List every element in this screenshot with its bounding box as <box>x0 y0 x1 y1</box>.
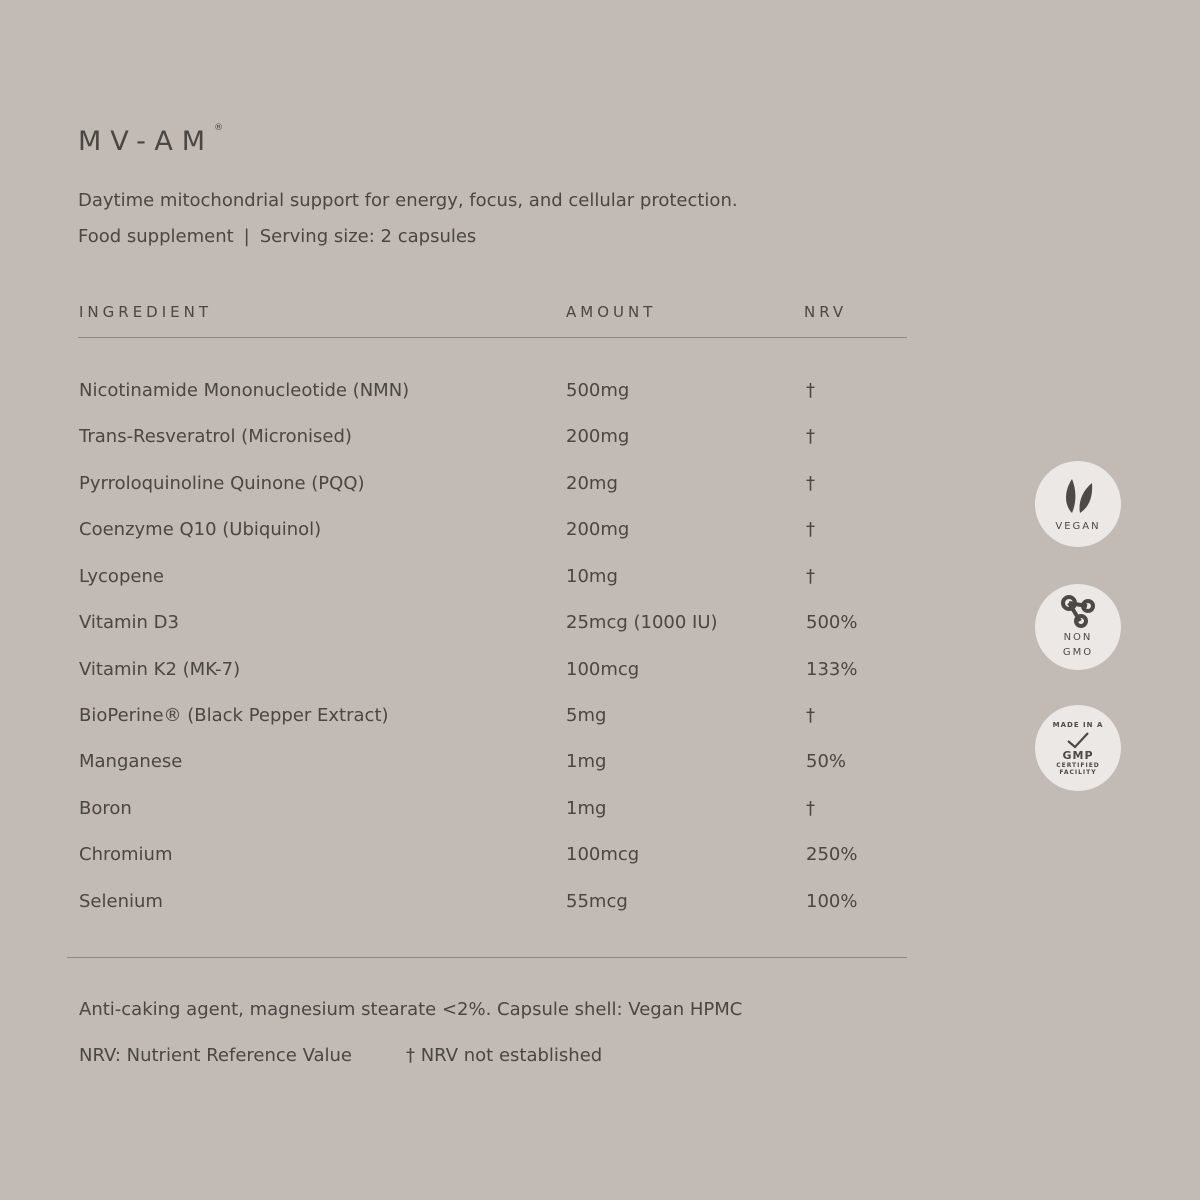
ingredient-nrv: † <box>806 519 815 540</box>
ingredient-amount: 200mg <box>566 519 630 540</box>
registered-mark: ® <box>214 123 224 133</box>
table-row <box>0 519 960 549</box>
ingredient-nrv: 133% <box>806 659 858 680</box>
checkmark-icon <box>1065 730 1091 750</box>
table-row <box>0 659 960 689</box>
ingredient-name: Trans-Resveratrol (Micronised) <box>79 426 352 447</box>
table-row <box>0 380 960 410</box>
ingredient-nrv: † <box>806 473 815 494</box>
ingredient-name: Nicotinamide Mononucleotide (NMN) <box>79 380 410 401</box>
ingredient-nrv: 500% <box>806 612 858 633</box>
gmp-main-label: GMP <box>1062 748 1094 762</box>
table-row <box>0 566 960 596</box>
non-gmo-badge <box>1035 584 1121 670</box>
other-ingredients: Anti-caking agent, magnesium stearate <2%. Capsule shell: Vegan HPMC <box>79 999 743 1020</box>
ingredient-name: Boron <box>79 798 132 819</box>
serving-size: Serving size: 2 capsules <box>259 226 477 247</box>
ingredient-nrv: 100% <box>806 891 858 912</box>
ingredient-name: Pyrroloquinoline Quinone (PQQ) <box>79 473 365 494</box>
ingredient-nrv: † <box>806 705 815 726</box>
header-nrv: NRV <box>804 303 848 321</box>
ingredient-name: Coenzyme Q10 (Ubiquinol) <box>79 519 322 540</box>
table-row <box>0 473 960 503</box>
table-row <box>0 891 960 921</box>
leaf-icon <box>1062 475 1094 515</box>
molecule-icon <box>1060 594 1096 628</box>
ingredient-nrv: † <box>806 380 815 401</box>
ingredient-name: Vitamin K2 (MK-7) <box>79 659 241 680</box>
header-divider <box>78 337 907 338</box>
ingredient-amount: 10mg <box>566 566 618 587</box>
vegan-label: VEGAN <box>1055 520 1101 532</box>
table-row <box>0 612 960 642</box>
ingredient-name: BioPerine® (Black Pepper Extract) <box>79 705 389 726</box>
table-bottom-divider <box>67 957 907 958</box>
product-category: Food supplement <box>78 226 234 247</box>
gmp-certified-label: CERTIFIED <box>1056 761 1100 769</box>
ingredient-name: Lycopene <box>79 566 164 587</box>
table-row <box>0 751 960 781</box>
ingredient-name: Manganese <box>79 751 183 772</box>
table-row <box>0 705 960 735</box>
table-row <box>0 426 960 456</box>
ingredient-nrv: 50% <box>806 751 847 772</box>
product-subtitle: Daytime mitochondrial support for energy, focus, and cellular protection. <box>78 190 738 211</box>
ingredient-amount: 100mcg <box>566 844 640 865</box>
ingredient-amount: 25mcg (1000 IU) <box>566 612 718 633</box>
ingredient-amount: 1mg <box>566 798 607 819</box>
ingredient-name: Selenium <box>79 891 163 912</box>
nrv-definition: NRV: Nutrient Reference Value <box>79 1045 353 1066</box>
ingredient-amount: 1mg <box>566 751 607 772</box>
table-row <box>0 798 960 828</box>
ingredient-amount: 500mg <box>566 380 630 401</box>
ingredient-amount: 20mg <box>566 473 618 494</box>
ingredient-amount: 100mcg <box>566 659 640 680</box>
non-gmo-line2: GMO <box>1062 647 1094 658</box>
gmp-facility-label: FACILITY <box>1059 768 1097 776</box>
ingredient-amount: 200mg <box>566 426 630 447</box>
dagger-note: † NRV not established <box>406 1045 603 1066</box>
gmp-top-label: MADE IN A <box>1052 720 1104 729</box>
header-ingredient: INGREDIENT <box>79 303 213 321</box>
ingredient-name: Chromium <box>79 844 173 865</box>
ingredient-nrv: † <box>806 566 815 587</box>
product-title: MV-AM® <box>78 123 224 157</box>
gmp-badge <box>1035 705 1121 791</box>
ingredient-amount: 55mcg <box>566 891 628 912</box>
meta-separator: | <box>243 226 250 247</box>
product-meta <box>78 226 476 247</box>
ingredient-name: Vitamin D3 <box>79 612 179 633</box>
non-gmo-line1: NON <box>1063 632 1093 643</box>
ingredient-nrv: † <box>806 798 815 819</box>
header-amount: AMOUNT <box>566 303 657 321</box>
vegan-badge <box>1035 461 1121 547</box>
ingredient-amount: 5mg <box>566 705 607 726</box>
table-row <box>0 844 960 874</box>
ingredient-nrv: † <box>806 426 815 447</box>
ingredient-nrv: 250% <box>806 844 858 865</box>
